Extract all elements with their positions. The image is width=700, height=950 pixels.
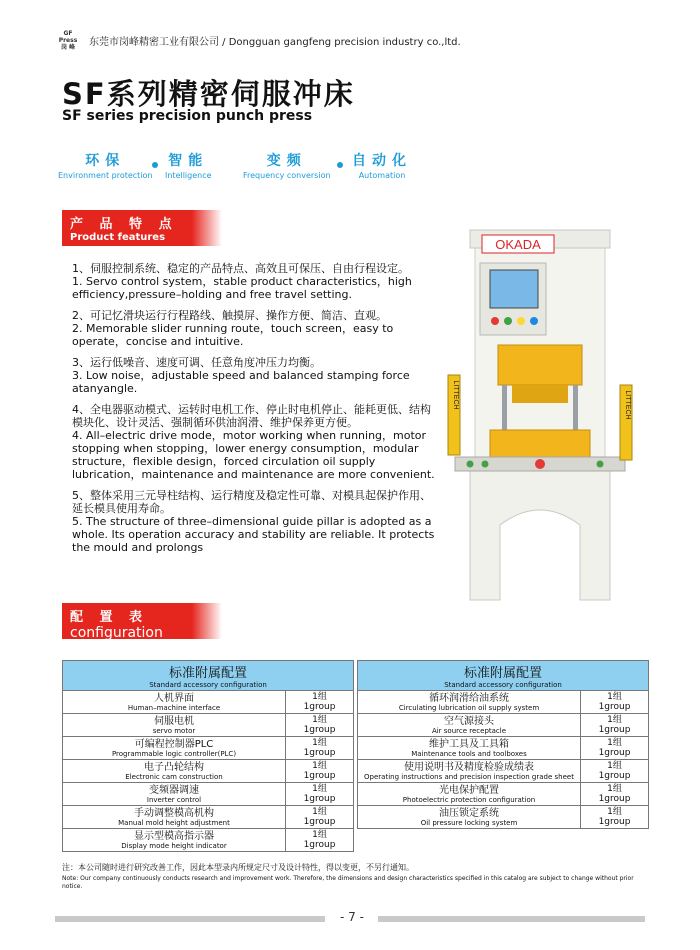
row-name-cn: 油压锁定系统 bbox=[439, 807, 499, 819]
config-table-right bbox=[357, 660, 649, 829]
table-header bbox=[358, 661, 649, 691]
row-name-en: servo motor bbox=[152, 726, 196, 735]
feature-item bbox=[72, 356, 437, 395]
feature-item-en: 2. Memorable slider running route，touch screen，easy to operate，concise and intuitive. bbox=[72, 322, 394, 348]
page-header bbox=[55, 30, 461, 51]
row-qty-en: 1group bbox=[598, 748, 631, 758]
row-qty-cn: 1组 bbox=[607, 784, 622, 794]
logo-line-2: 岗 峰 bbox=[60, 44, 76, 51]
row-qty-en: 1group bbox=[598, 702, 631, 712]
config-table-left bbox=[62, 660, 354, 852]
feature-item-en: 4. All–electric drive mode，motor working when running，motor stopping when stopping，lower energy consumption，modular structure，flexible design，forced circulation oil supply lubrication，maintenance and maintenance are more convenient. bbox=[72, 429, 435, 481]
row-qty-cn: 1组 bbox=[312, 807, 327, 817]
row-name-cn: 显示型模高指示器 bbox=[134, 830, 214, 842]
row-name-en: Manual mold height adjustment bbox=[118, 818, 230, 827]
row-qty-cn: 1组 bbox=[312, 715, 327, 725]
bullet-dot-icon bbox=[337, 162, 343, 168]
light-curtain-label-left: LITTECH bbox=[452, 380, 459, 410]
feature-item-en: 1. Servo control system，stable product characteristics，high efficiency,pressure–holding and free travel setting. bbox=[72, 275, 412, 301]
row-name-en: Oil pressure locking system bbox=[420, 818, 518, 827]
row-name-en: Electronic cam construction bbox=[125, 772, 223, 781]
page-title-cn: SF系列精密伺服冲床 bbox=[62, 77, 355, 111]
row-name-en: Photoelectric protection configuration bbox=[402, 795, 536, 804]
feature-item-en: 5. The structure of three–dimensional guide pillar is adopted as a whole. Its operation accuracy and stability are reliable. It protects the mould and prolongs bbox=[72, 515, 435, 554]
feature-item-cn: 1、伺服控制系统、稳定的产品特点、高效且可保压、自由行程设定。 bbox=[72, 262, 409, 275]
footer-bar-left bbox=[55, 916, 325, 922]
feature-tag-cn: 变频 bbox=[266, 153, 307, 169]
table-row bbox=[63, 691, 354, 714]
company-name: 东莞市岗峰精密工业有限公司 / Dongguan gangfeng precision industry co.,ltd. bbox=[89, 37, 461, 48]
row-name-cn: 变频器调速 bbox=[149, 784, 199, 796]
logo-line-1: GF Press bbox=[58, 30, 78, 44]
row-name-cn: 人机界面 bbox=[154, 692, 194, 704]
row-qty-en: 1group bbox=[303, 840, 336, 850]
touch-screen bbox=[490, 270, 538, 308]
feature-item bbox=[72, 309, 437, 348]
table-header bbox=[63, 661, 354, 691]
product-features-heading bbox=[62, 210, 192, 246]
table-row bbox=[358, 806, 649, 829]
table-row bbox=[358, 714, 649, 737]
heading-fade bbox=[192, 210, 222, 246]
row-name-en: Circulating lubrication oil supply system bbox=[398, 703, 540, 712]
page-number: - 7 - bbox=[340, 910, 364, 924]
row-name-cn: 伺服电机 bbox=[154, 715, 194, 727]
heading-fade bbox=[192, 603, 222, 639]
heading-cn: 配 置 表 bbox=[70, 610, 149, 625]
footer-bar-right bbox=[378, 916, 645, 922]
row-name-en: Programmable logic controller(PLC) bbox=[111, 749, 237, 758]
row-qty-en: 1group bbox=[303, 771, 336, 781]
row-name-cn: 维护工具及工具箱 bbox=[429, 738, 509, 750]
row-name-en: Inverter control bbox=[146, 795, 202, 804]
feature-tag-en: Intelligence bbox=[165, 171, 212, 180]
feature-tag-en: Frequency conversion bbox=[243, 171, 331, 180]
table-row bbox=[63, 714, 354, 737]
feature-item-cn: 3、运行低噪音、速度可调、任意角度冲压力均衡。 bbox=[72, 356, 321, 369]
row-name-cn: 电子凸轮结构 bbox=[144, 761, 204, 773]
feature-item-cn: 2、可记忆滑块运行行程路线、触摸屏、操作方便、简洁、直观。 bbox=[72, 309, 387, 322]
punch-press-machine-image bbox=[440, 225, 640, 605]
row-qty-cn: 1组 bbox=[312, 761, 327, 771]
product-features-list bbox=[72, 262, 437, 562]
table-row bbox=[63, 829, 354, 852]
row-qty-cn: 1组 bbox=[607, 738, 622, 748]
feature-tag-cn: 自动化 bbox=[352, 153, 412, 169]
company-logo bbox=[55, 30, 81, 51]
row-qty-en: 1group bbox=[598, 725, 631, 735]
feature-tag-en: Automation bbox=[358, 171, 406, 180]
row-qty-cn: 1组 bbox=[312, 692, 327, 702]
row-qty-cn: 1组 bbox=[312, 830, 327, 840]
feature-item bbox=[72, 489, 437, 554]
table-header-cn: 标准附属配置 bbox=[463, 666, 542, 681]
light-curtain-label-right: LITTECH bbox=[624, 390, 631, 420]
table-header-en: Standard accessory configuration bbox=[444, 681, 562, 689]
row-qty-en: 1group bbox=[303, 794, 336, 804]
table-row bbox=[358, 737, 649, 760]
row-qty-en: 1group bbox=[303, 817, 336, 827]
feature-item bbox=[72, 262, 437, 301]
row-qty-cn: 1组 bbox=[312, 738, 327, 748]
table-row bbox=[358, 783, 649, 806]
feature-item-cn: 5、整体采用三元导柱结构、运行精度及稳定性可靠、对模具起保护作用、延长模具使用寿命。 bbox=[72, 489, 431, 515]
row-name-en: Air source receptacle bbox=[431, 726, 507, 735]
note-en: Note: Our company continuously conducts research and improvement work. Therefore, the dimensions and design characteristics specified in this catalog are subject to change without prior notice. bbox=[62, 875, 634, 890]
heading-cn: 产 品 特 点 bbox=[70, 217, 178, 232]
row-qty-cn: 1组 bbox=[607, 692, 622, 702]
table-header-en: Standard accessory configuration bbox=[149, 681, 267, 689]
row-qty-en: 1group bbox=[303, 725, 336, 735]
feature-item-cn: 4、全电器驱动模式、运转时电机工作、停止时电机停止、能耗更低、结构模块化、设计灵活、强制循环供油润滑、维护保养更方便。 bbox=[72, 403, 431, 429]
feature-item-en: 3. Low noise，adjustable speed and balanced stamping force atanyangle. bbox=[72, 369, 410, 395]
row-name-cn: 光电保护配置 bbox=[439, 784, 499, 796]
feature-item bbox=[72, 403, 437, 481]
row-qty-en: 1group bbox=[598, 794, 631, 804]
table-row bbox=[63, 737, 354, 760]
heading-en: Product features bbox=[70, 232, 166, 243]
machine-brand-label: OKADA bbox=[495, 237, 541, 252]
page-title-en: SF series precision punch press bbox=[62, 108, 313, 124]
feature-tag-intelligence bbox=[165, 150, 212, 180]
feature-tag-frequency bbox=[243, 150, 331, 180]
bullet-dot-icon bbox=[152, 162, 158, 168]
row-qty-en: 1group bbox=[598, 771, 631, 781]
heading-en: configuration bbox=[70, 625, 163, 641]
row-name-cn: 可编程控制器PLC bbox=[134, 738, 214, 750]
row-qty-en: 1group bbox=[303, 702, 336, 712]
row-name-cn: 空气源接头 bbox=[444, 715, 494, 727]
note-cn: 注：本公司随时进行研究改善工作，因此本型录内所规定尺寸及设计特性，得以变更，不另行通知。 bbox=[62, 863, 414, 872]
row-qty-en: 1group bbox=[303, 748, 336, 758]
feature-tag-en: Environment protection bbox=[58, 171, 153, 180]
configuration-heading bbox=[62, 603, 192, 639]
table-row bbox=[63, 806, 354, 829]
feature-tag-cn: 环保 bbox=[85, 153, 126, 169]
table-header-cn: 标准附属配置 bbox=[168, 666, 247, 681]
table-row bbox=[358, 691, 649, 714]
row-qty-cn: 1组 bbox=[607, 715, 622, 725]
feature-tag-cn: 智能 bbox=[168, 153, 209, 169]
row-qty-cn: 1组 bbox=[312, 784, 327, 794]
feature-tag-environment bbox=[58, 150, 153, 180]
row-qty-en: 1group bbox=[598, 817, 631, 827]
row-name-en: Operating instructions and precision inspection grade sheet bbox=[364, 772, 574, 781]
row-name-en: Maintenance tools and toolboxes bbox=[411, 749, 527, 758]
row-qty-cn: 1组 bbox=[607, 761, 622, 771]
row-name-cn: 循环润滑给油系统 bbox=[429, 692, 509, 704]
table-row bbox=[63, 760, 354, 783]
row-name-cn: 手动调整模高机构 bbox=[134, 807, 214, 819]
table-row bbox=[63, 783, 354, 806]
table-row bbox=[358, 760, 649, 783]
row-name-en: Display mode height indicator bbox=[121, 841, 227, 850]
disclaimer-note bbox=[62, 862, 642, 891]
feature-tag-automation bbox=[352, 150, 412, 180]
row-qty-cn: 1组 bbox=[607, 807, 622, 817]
row-name-cn: 使用说明书及精度检验成绩表 bbox=[404, 761, 534, 773]
row-name-en: Human–machine interface bbox=[127, 703, 221, 712]
